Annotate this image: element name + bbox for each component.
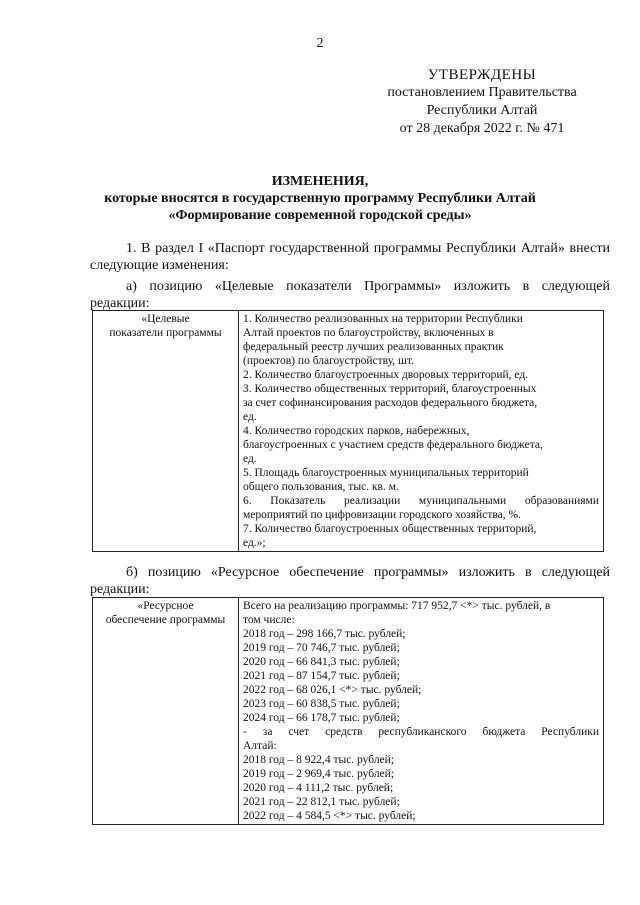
table-line: - за счет средств республиканского бюджета Республики bbox=[243, 726, 599, 738]
table-line: 2023 год – 60 838,5 тыс. рублей; bbox=[243, 698, 400, 710]
table-line: (проектов) по благоустройству, шт. bbox=[243, 355, 414, 367]
table-line: 7. Количество благоустроенных общественных территорий, bbox=[243, 523, 537, 535]
approval-line: постановлением Правительства bbox=[387, 85, 577, 100]
approval-line: Республики Алтай bbox=[426, 103, 538, 118]
heading-program-name: «Формирование современной городской среды» bbox=[168, 208, 472, 223]
table-line: 2020 год – 66 841,3 тыс. рублей; bbox=[243, 656, 400, 668]
table-line: том числе: bbox=[243, 614, 295, 626]
heading-subtitle: которые вносятся в государственную программу Республики Алтай bbox=[104, 191, 536, 206]
table-line: общего пользования, тыс. кв. м. bbox=[243, 481, 399, 493]
table-line: ед. bbox=[243, 411, 257, 423]
table-line: 2024 год – 66 178,7 тыс. рублей; bbox=[243, 712, 400, 724]
table-line: 2019 год – 2 969,4 тыс. рублей; bbox=[243, 768, 395, 780]
table-line: 6. Показатель реализации муниципальными образованиями bbox=[243, 495, 599, 507]
table-line: 4. Количество городских парков, набережных, bbox=[243, 425, 470, 437]
heading-title: ИЗМЕНЕНИЯ, bbox=[271, 174, 369, 189]
page-number: 2 bbox=[316, 36, 324, 51]
table-line: 2020 год – 4 111,2 тыс. рублей; bbox=[243, 782, 394, 794]
table-label: «Ресурсное bbox=[137, 600, 194, 612]
table-label-cell bbox=[93, 311, 239, 552]
table-line: за счет софинансирования расходов федерального бюджета, bbox=[243, 397, 538, 409]
paragraph-1: 1. В раздел I «Паспорт государственной программы Республики Алтай» внести следующие изменения: bbox=[90, 241, 610, 273]
table-line: 1. Количество реализованных на территории Республики bbox=[243, 313, 523, 325]
paragraph-b: б) позицию «Ресурсное обеспечение программы» изложить в следующей редакции: bbox=[90, 565, 610, 597]
table-line: 3. Количество общественных территорий, благоустроенных bbox=[243, 383, 537, 395]
table-line: ед. bbox=[243, 453, 257, 465]
table-label-cell bbox=[93, 598, 239, 825]
table-line: 2018 год – 298 166,7 тыс. рублей; bbox=[243, 628, 406, 640]
paragraph-a: а) позицию «Целевые показатели Программы» изложить в следующей редакции: bbox=[90, 279, 610, 311]
table-line: Всего на реализацию программы: 717 952,7 <*> тыс. рублей, в bbox=[243, 600, 551, 612]
table-line: Алтай проектов по благоустройству, включенных в bbox=[243, 327, 494, 339]
table-value-cell bbox=[239, 311, 604, 552]
table-line: Алтай: bbox=[243, 740, 277, 752]
table-line: 2021 год – 87 154,7 тыс. рублей; bbox=[243, 670, 400, 682]
table-line: мероприятий по цифровизации городского хозяйства, %. bbox=[243, 509, 521, 521]
approval-date: от 28 декабря 2022 г. № 471 bbox=[399, 121, 565, 136]
table-line: 2022 год – 4 584,5 <*> тыс. рублей; bbox=[243, 810, 416, 822]
table-line: 2019 год – 70 746,7 тыс. рублей; bbox=[243, 642, 400, 654]
table-line: 2021 год – 22 812,1 тыс. рублей; bbox=[243, 796, 400, 808]
table-value-cell bbox=[239, 598, 604, 825]
table-label: обеспечение программы bbox=[105, 614, 226, 626]
target-indicators-table bbox=[92, 310, 604, 552]
table-line: 2. Количество благоустроенных дворовых территорий, ед. bbox=[243, 369, 529, 381]
table-label: «Целевые bbox=[141, 313, 190, 325]
table-line: 2022 год – 68 026,1 <*> тыс. рублей; bbox=[243, 684, 422, 696]
document-heading bbox=[70, 173, 570, 224]
approval-title: УТВЕРЖДЕНЫ bbox=[427, 67, 537, 83]
table-label: показатели программы bbox=[109, 327, 222, 339]
table-line: ед.»; bbox=[243, 537, 266, 549]
table-line: 5. Площадь благоустроенных муниципальных территорий bbox=[243, 467, 529, 479]
approval-block bbox=[352, 66, 612, 138]
table-line: 2018 год – 8 922,4 тыс. рублей; bbox=[243, 754, 395, 766]
table-line: федеральный реестр лучших реализованных практик bbox=[243, 341, 504, 353]
resource-provision-table bbox=[92, 597, 604, 825]
table-line: благоустроенных с участием средств федерального бюджета, bbox=[243, 439, 543, 451]
